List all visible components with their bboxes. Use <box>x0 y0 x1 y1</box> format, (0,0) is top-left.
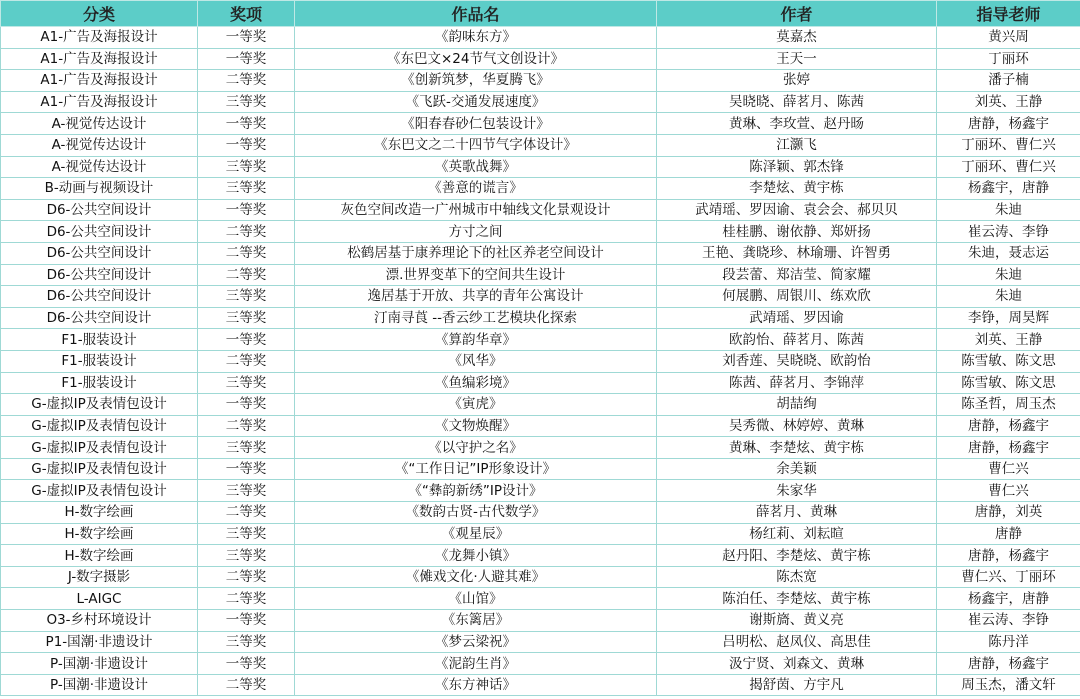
cell-award: 二等奖 <box>198 502 295 524</box>
cell-award: 三等奖 <box>198 91 295 113</box>
cell-award: 三等奖 <box>198 178 295 200</box>
cell-work-title: 方寸之间 <box>295 221 657 243</box>
table-row <box>1 242 1080 264</box>
cell-category: O3-乡村环境设计 <box>1 610 198 632</box>
cell-author: 李楚炫、黄宇栋 <box>657 178 937 200</box>
cell-category: D6-公共空间设计 <box>1 199 198 221</box>
cell-advisor: 李铮，周昊辉 <box>937 307 1080 329</box>
cell-work-title: 《风华》 <box>295 350 657 372</box>
cell-category: J-数字摄影 <box>1 566 198 588</box>
cell-author: 王艳、龚晓珍、林瑜珊、许智勇 <box>657 242 937 264</box>
cell-category: A-视觉传达设计 <box>1 113 198 135</box>
cell-advisor: 崔云涛、李铮 <box>937 221 1080 243</box>
cell-work-title: 《韵味东方》 <box>295 27 657 49</box>
table-row <box>1 156 1080 178</box>
cell-author: 揭舒茵、方宇凡 <box>657 674 937 696</box>
cell-category: P-国潮·非遗设计 <box>1 674 198 696</box>
cell-advisor: 唐静，杨鑫宇 <box>937 653 1080 675</box>
cell-author: 谢斯旖、黄义亮 <box>657 610 937 632</box>
cell-author: 汲宁贤、刘森文、黄琳 <box>657 653 937 675</box>
table-row <box>1 372 1080 394</box>
cell-category: H-数字绘画 <box>1 523 198 545</box>
table-row <box>1 199 1080 221</box>
cell-category: G-虚拟IP及表情包设计 <box>1 437 198 459</box>
cell-work-title: 《傩戏文化·人避其难》 <box>295 566 657 588</box>
cell-award: 二等奖 <box>198 242 295 264</box>
cell-work-title: 《算韵华章》 <box>295 329 657 351</box>
cell-author: 武靖瑶、罗因谕 <box>657 307 937 329</box>
cell-award: 三等奖 <box>198 307 295 329</box>
cell-advisor: 朱迪，聂志运 <box>937 242 1080 264</box>
table-row <box>1 437 1080 459</box>
cell-category: H-数字绘画 <box>1 502 198 524</box>
cell-advisor: 杨鑫宇，唐静 <box>937 588 1080 610</box>
table-row <box>1 566 1080 588</box>
cell-award: 一等奖 <box>198 653 295 675</box>
cell-advisor: 唐静，杨鑫宇 <box>937 437 1080 459</box>
cell-award: 一等奖 <box>198 199 295 221</box>
cell-work-title: 《山馆》 <box>295 588 657 610</box>
cell-author: 陈茜、薛茗月、李锦萍 <box>657 372 937 394</box>
cell-category: P-国潮·非遗设计 <box>1 653 198 675</box>
cell-category: D6-公共空间设计 <box>1 264 198 286</box>
table-row <box>1 674 1080 696</box>
cell-category: D6-公共空间设计 <box>1 242 198 264</box>
cell-advisor: 刘英、王静 <box>937 329 1080 351</box>
cell-category: F1-服装设计 <box>1 372 198 394</box>
cell-author: 江灏飞 <box>657 134 937 156</box>
table-row <box>1 502 1080 524</box>
cell-award: 三等奖 <box>198 523 295 545</box>
cell-award: 二等奖 <box>198 350 295 372</box>
cell-award: 三等奖 <box>198 372 295 394</box>
table-row <box>1 523 1080 545</box>
cell-category: G-虚拟IP及表情包设计 <box>1 480 198 502</box>
table-row <box>1 329 1080 351</box>
cell-work-title: 《以守护之名》 <box>295 437 657 459</box>
cell-work-title: 《寅虎》 <box>295 394 657 416</box>
header-row <box>1 1 1080 27</box>
cell-category: G-虚拟IP及表情包设计 <box>1 394 198 416</box>
cell-work-title: 《东巴文之二十四节气字体设计》 <box>295 134 657 156</box>
table-row <box>1 631 1080 653</box>
cell-work-title: 《龙舞小镇》 <box>295 545 657 567</box>
cell-award: 二等奖 <box>198 674 295 696</box>
header-advisor: 指导老师 <box>937 1 1080 27</box>
cell-advisor: 刘英、王静 <box>937 91 1080 113</box>
cell-author: 杨红莉、刘耘暄 <box>657 523 937 545</box>
cell-category: A-视觉传达设计 <box>1 134 198 156</box>
cell-advisor: 唐静，杨鑫宇 <box>937 545 1080 567</box>
table-row <box>1 458 1080 480</box>
table-row <box>1 91 1080 113</box>
table-row <box>1 394 1080 416</box>
cell-author: 欧韵怡、薛茗月、陈茜 <box>657 329 937 351</box>
cell-author: 何展鹏、周银川、练欢欣 <box>657 286 937 308</box>
cell-award: 三等奖 <box>198 437 295 459</box>
cell-category: D6-公共空间设计 <box>1 307 198 329</box>
cell-advisor: 曹仁兴 <box>937 458 1080 480</box>
cell-work-title: 《阳春春砂仁包装设计》 <box>295 113 657 135</box>
table-row <box>1 415 1080 437</box>
cell-category: D6-公共空间设计 <box>1 286 198 308</box>
table-row <box>1 264 1080 286</box>
cell-advisor: 陈丹洋 <box>937 631 1080 653</box>
table-row <box>1 113 1080 135</box>
cell-author: 吕明松、赵凤仪、高思佳 <box>657 631 937 653</box>
cell-category: P1-国潮·非遗设计 <box>1 631 198 653</box>
cell-award: 一等奖 <box>198 113 295 135</box>
cell-award: 二等奖 <box>198 70 295 92</box>
cell-award: 三等奖 <box>198 545 295 567</box>
table-row <box>1 653 1080 675</box>
cell-advisor: 周玉杰，潘文轩 <box>937 674 1080 696</box>
cell-category: A1-广告及海报设计 <box>1 70 198 92</box>
table-row <box>1 610 1080 632</box>
cell-advisor: 朱迪 <box>937 199 1080 221</box>
cell-category: F1-服装设计 <box>1 329 198 351</box>
cell-category: G-虚拟IP及表情包设计 <box>1 415 198 437</box>
cell-work-title: 汀南寻莨 --香云纱工艺模块化探索 <box>295 307 657 329</box>
cell-advisor: 曹仁兴、丁丽环 <box>937 566 1080 588</box>
cell-author: 余美颖 <box>657 458 937 480</box>
cell-author: 薛茗月、黄琳 <box>657 502 937 524</box>
cell-work-title: 《鱼编彩境》 <box>295 372 657 394</box>
cell-award: 三等奖 <box>198 480 295 502</box>
cell-award: 一等奖 <box>198 458 295 480</box>
cell-work-title: 《文物焕醒》 <box>295 415 657 437</box>
cell-author: 段芸蕾、郑洁莹、简家耀 <box>657 264 937 286</box>
cell-category: A1-广告及海报设计 <box>1 48 198 70</box>
table-body <box>1 27 1080 696</box>
table-row <box>1 307 1080 329</box>
cell-category: A-视觉传达设计 <box>1 156 198 178</box>
cell-award: 二等奖 <box>198 588 295 610</box>
table-header <box>1 1 1080 27</box>
cell-author: 武靖瑶、罗因谕、袁会会、郝贝贝 <box>657 199 937 221</box>
table-row <box>1 178 1080 200</box>
cell-author: 胡喆绚 <box>657 394 937 416</box>
cell-work-title: 《东巴文×24节气文创设计》 <box>295 48 657 70</box>
cell-work-title: 《梦云梁祝》 <box>295 631 657 653</box>
table-row <box>1 221 1080 243</box>
cell-category: F1-服装设计 <box>1 350 198 372</box>
cell-advisor: 黄兴周 <box>937 27 1080 49</box>
table-row <box>1 480 1080 502</box>
cell-advisor: 丁丽环、曹仁兴 <box>937 156 1080 178</box>
cell-work-title: 《东方神话》 <box>295 674 657 696</box>
table-row <box>1 48 1080 70</box>
cell-award: 二等奖 <box>198 264 295 286</box>
cell-advisor: 陈圣哲，周玉杰 <box>937 394 1080 416</box>
cell-author: 吴晓晓、薛茗月、陈茜 <box>657 91 937 113</box>
cell-advisor: 潘子楠 <box>937 70 1080 92</box>
header-work-title: 作品名 <box>295 1 657 27</box>
table-row <box>1 134 1080 156</box>
table-row <box>1 27 1080 49</box>
cell-category: H-数字绘画 <box>1 545 198 567</box>
cell-author: 陈泽颖、郭杰锋 <box>657 156 937 178</box>
cell-category: L-AIGC <box>1 588 198 610</box>
cell-author: 刘香莲、吴晓晓、欧韵怡 <box>657 350 937 372</box>
cell-award: 二等奖 <box>198 566 295 588</box>
cell-work-title: 《创新筑梦，华夏腾飞》 <box>295 70 657 92</box>
table-row <box>1 70 1080 92</box>
cell-award: 一等奖 <box>198 27 295 49</box>
cell-award: 三等奖 <box>198 286 295 308</box>
table-row <box>1 588 1080 610</box>
cell-advisor: 朱迪 <box>937 264 1080 286</box>
cell-award: 一等奖 <box>198 134 295 156</box>
cell-work-title: 《英歌战舞》 <box>295 156 657 178</box>
cell-work-title: 《东篱居》 <box>295 610 657 632</box>
cell-advisor: 丁丽环 <box>937 48 1080 70</box>
cell-work-title: 《“彝韵新绣”IP设计》 <box>295 480 657 502</box>
cell-award: 一等奖 <box>198 394 295 416</box>
cell-category: A1-广告及海报设计 <box>1 27 198 49</box>
cell-work-title: 《飞跃-交通发展速度》 <box>295 91 657 113</box>
cell-author: 赵丹阳、李楚炫、黄宇栋 <box>657 545 937 567</box>
cell-award: 一等奖 <box>198 48 295 70</box>
cell-advisor: 杨鑫宇，唐静 <box>937 178 1080 200</box>
cell-advisor: 唐静 <box>937 523 1080 545</box>
cell-advisor: 曹仁兴 <box>937 480 1080 502</box>
cell-work-title: 《泥韵生肖》 <box>295 653 657 675</box>
cell-author: 黄琳、李楚炫、黄宇栋 <box>657 437 937 459</box>
cell-author: 陈杰宽 <box>657 566 937 588</box>
cell-author: 张婷 <box>657 70 937 92</box>
cell-author: 桂桂鹏、谢依静、郑妍扬 <box>657 221 937 243</box>
cell-advisor: 陈雪敏、陈文思 <box>937 350 1080 372</box>
cell-advisor: 陈雪敏、陈文思 <box>937 372 1080 394</box>
cell-advisor: 崔云涛、李铮 <box>937 610 1080 632</box>
table-row <box>1 350 1080 372</box>
cell-category: G-虚拟IP及表情包设计 <box>1 458 198 480</box>
cell-author: 朱家华 <box>657 480 937 502</box>
cell-category: B-动画与视频设计 <box>1 178 198 200</box>
cell-work-title: 《数韵古贤-古代数学》 <box>295 502 657 524</box>
cell-author: 黄琳、李玫萱、赵丹旸 <box>657 113 937 135</box>
cell-work-title: 漂.世界变革下的空间共生设计 <box>295 264 657 286</box>
cell-award: 二等奖 <box>198 221 295 243</box>
cell-award: 一等奖 <box>198 329 295 351</box>
header-category: 分类 <box>1 1 198 27</box>
cell-work-title: 松鹤居基于康养理论下的社区养老空间设计 <box>295 242 657 264</box>
cell-advisor: 唐静，杨鑫宇 <box>937 113 1080 135</box>
cell-author: 陈泊任、李楚炫、黄宇栋 <box>657 588 937 610</box>
cell-advisor: 朱迪 <box>937 286 1080 308</box>
cell-category: D6-公共空间设计 <box>1 221 198 243</box>
cell-advisor: 唐静，杨鑫宇 <box>937 415 1080 437</box>
cell-award: 三等奖 <box>198 156 295 178</box>
cell-work-title: 逸居基于开放、共享的青年公寓设计 <box>295 286 657 308</box>
header-author: 作者 <box>657 1 937 27</box>
cell-category: A1-广告及海报设计 <box>1 91 198 113</box>
cell-author: 王天一 <box>657 48 937 70</box>
cell-award: 三等奖 <box>198 631 295 653</box>
cell-advisor: 丁丽环、曹仁兴 <box>937 134 1080 156</box>
cell-author: 吴秀微、林婷婷、黄琳 <box>657 415 937 437</box>
cell-work-title: 《善意的谎言》 <box>295 178 657 200</box>
header-award: 奖项 <box>198 1 295 27</box>
cell-work-title: 灰色空间改造一广州城市中轴线文化景观设计 <box>295 199 657 221</box>
table-row <box>1 545 1080 567</box>
cell-author: 莫嘉杰 <box>657 27 937 49</box>
cell-advisor: 唐静，刘英 <box>937 502 1080 524</box>
table-row <box>1 286 1080 308</box>
cell-award: 二等奖 <box>198 415 295 437</box>
cell-award: 一等奖 <box>198 610 295 632</box>
cell-work-title: 《观星辰》 <box>295 523 657 545</box>
cell-work-title: 《“工作日记”IP形象设计》 <box>295 458 657 480</box>
